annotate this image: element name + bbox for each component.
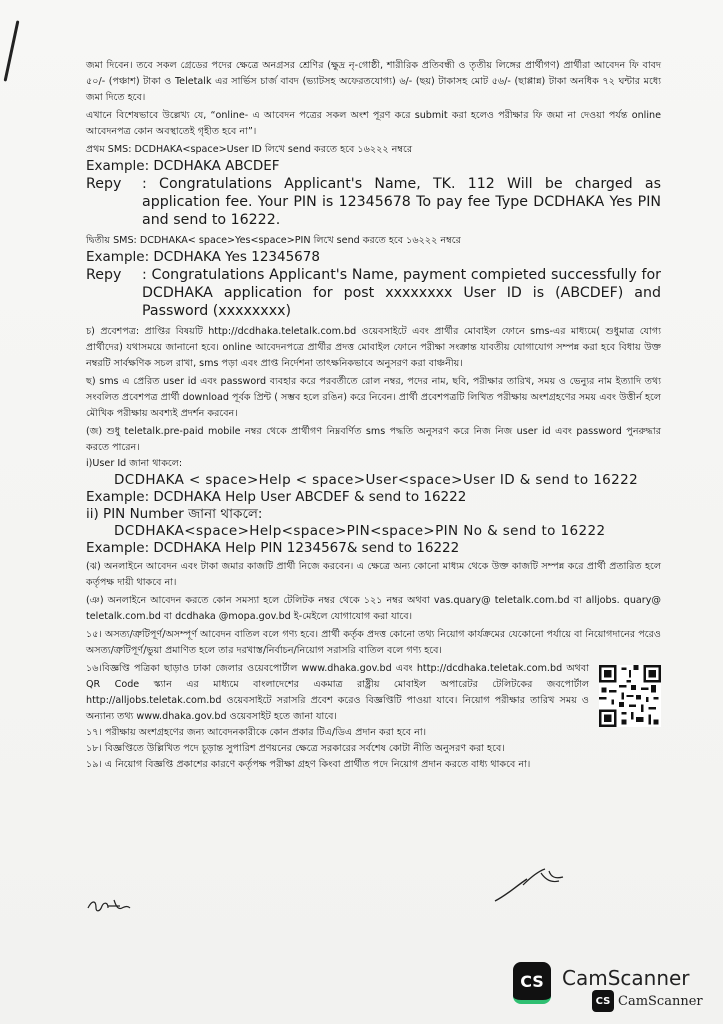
scan-edge-mark: [4, 20, 20, 81]
second-reply-text: : Congratulations Applicant's Name, payment compieted successfully for DCDHAKA application for post xxxxxxxx User ID is (ABCDEF) and Password (xxxxxxxx): [142, 267, 661, 319]
signature-icon: [493, 865, 573, 905]
fee-paragraph: জমা দিবেন। তবে সকল গ্রেডের পদের ক্ষেত্রে অনগ্রসর শ্রেণির (ক্ষুদ্র নৃ-গোষ্ঠী, শারীরিক প্রতিবন্ধী ও তৃতীয় লিঙ্গের প্রার্থীগণ) প্রার্থীরা আবেদন ফি বাবদ ৫০/- (পঞ্চাশ) টাকা ও Teletalk এর সার্ভিস চার্জ বাবদ (ভ্যাটসহ অফেরতযোগ্য) ৬/- (ছয়) টাকাসহ মোট ৫৬/- (ছাপ্পান্ন) টাকা অনধিক ৭২ ঘন্টার মধ্যে জমা দিতে হবে।: [86, 60, 661, 103]
self-apply-paragraph: (ঝ) অনলাইনে আবেদন এবং টাকা জমার কাজটি প্রার্থী নিজে করবেন। এ ক্ষেত্রে অন্য কোনো মাধ্যম থেকে উক্ত কাজটি সম্পন্ন করে প্রার্থী প্রতারিত হলে কর্তৃপক্ষ দায়ী থাকবে না।: [86, 561, 661, 588]
camscanner-small-logo-text: CS: [595, 995, 611, 1007]
qr-code-icon: [599, 665, 661, 727]
first-reply-text: : Congratulations Applicant's Name, TK. 112 Will be charged as application fee. Your PIN is 12345678 To pay fee Type DCDHAKA Yes PIN and send to 16222.: [142, 176, 661, 228]
online-note: এখানে বিশেষভাবে উল্লেখ্য যে, “online- এ আবেদন পত্রের সকল অংশ পূরণ করে submit করা হলেও পরীক্ষার ফি জমা না দেওয়া পর্যন্ত online আবেদনপত্র কোন অবস্থাতেই গৃহীত হবে না”।: [86, 110, 661, 137]
userid-example: Example: DCDHAKA Help User ABCDEF & send to 16222: [86, 489, 467, 505]
rejection-paragraph: ১৫। অসত্য/ত্রুটিপূর্ণ/অসম্পূর্ণ আবেদন বাতিল বলে গণ্য হবে। প্রার্থী কর্তৃক প্রদত্ত কোনো তথ্য নিয়োগ কার্যক্রমের যেকোনো পর্যায়ে বা নিয়োগদানের পরেও অসত্য/ত্রুটিপূর্ণ/ভুয়া প্রমাণিত হলে তার দরখাস্ত/নির্বাচন/নিয়োগ সরাসরি বাতিল বলে গণ্য হবে।: [86, 629, 661, 656]
download-paragraph: ছ) sms এ প্রেরিত user id এবং password ব্যবহার করে পরবর্তীতে রোল নম্বর, পদের নাম, ছবি, পরীক্ষার তারিখ, সময় ও ভেন্যুর নাম ইত্যাদি তথ্য সংবলিত প্রবেশপত্র প্রার্থী download পূর্বক প্রিন্ট ( সম্ভব হলে রঙিন) করে নিবেন। প্রার্থী প্রবেশপত্রটি লিখিত পরীক্ষায় অংশগ্রহণের সময় এবং উত্তীর্ন হলে মৌখিক পরীক্ষায় অবশ্যই প্রদর্শন করবেন।: [86, 376, 661, 419]
ta-da-paragraph: ১৭। পরীক্ষায় অংশগ্রহণের জন্য আবেদনকারীকে কোন প্রকার টিএ/ডিএ প্রদান করা হবে না।: [86, 727, 427, 738]
camscanner-logo-icon: [513, 962, 551, 1004]
camscanner-small-name: CamScanner: [618, 994, 703, 1009]
obligation-paragraph: ১৯। এ নিয়োগ বিজ্ঞপ্তি প্রকাশের কারণে কর্তৃপক্ষ পরীক্ষা গ্রহণ কিংবা প্রার্থীত পদে নিয়োগ প্রদান করতে বাধ্য থাকবে না।: [86, 759, 531, 770]
portal-paragraph: ১৬।বিজ্ঞপ্তি পত্রিকা ছাড়াও ঢাকা জেলার ওয়েবপোর্টাল www.dhaka.gov.bd এবং http://dcdhaka.teletak.com.bd অথবা QR Code স্ক্যান এর মাধ্যমে বাংলাদেশের একমাত্র রাষ্ট্রীয় মোবাইল অপারেটর টেলিটকের জবপোর্টাল http://alljobs.teletak.com.bd ওয়েবসাইটে সরাসরি প্রবেশ করেও বিজ্ঞপ্তিটি পাওয়া যাবে। নিয়োগ পরীক্ষার তারিখ সময় ও অন্যান্য তথ্য www.dhaka.gov.bd ওয়েবসাইট হতে জানা যাবে।: [86, 663, 589, 722]
second-sms-example: Example: DCDHAKA Yes 12345678: [86, 249, 320, 265]
contact-paragraph: (ঞ) অনলাইনে আবেদন করতে কোন সমস্যা হলে টেলিটক নম্বর থেকে ১২১ নম্বর অথবা vas.quary@ teletalk.com.bd বা alljobs. quary@ teletalk.com.bd বা dcdhaka @mopa.gov.bd ই-মেইলে যোগাযোগ করা যাবে।: [86, 595, 661, 622]
pin-example: Example: DCDHAKA Help PIN 1234567& send to 16222: [86, 540, 460, 556]
portal-block: [86, 661, 661, 725]
pin-heading: ii) PIN Number জানা থাকলে:: [86, 506, 263, 522]
pin-command: DCDHAKA<space>Help<space>PIN<space>PIN No & send to 16222: [114, 523, 606, 539]
userid-heading: i)User Id জানা থাকলে:: [86, 458, 183, 469]
second-reply-label: Repy: [86, 267, 122, 283]
first-sms-example: Example: DCDHAKA ABCDEF: [86, 158, 280, 174]
initials-icon: [86, 896, 132, 916]
userid-command: DCDHAKA < space>Help < space>User<space>User ID & send to 16222: [114, 472, 639, 488]
first-sms-instruction: প্রথম SMS: DCDHAKA<space>User ID লিখে send করতে হবে ১৬২২২ নম্বরে: [86, 144, 413, 155]
camscanner-small-logo-icon: [592, 990, 614, 1012]
camscanner-logo-text: CS: [520, 971, 544, 991]
quota-paragraph: ১৮। বিজ্ঞপ্তিতে উল্লিখিত পদে চূড়ান্ত সুপারিশ প্রণয়নের ক্ষেত্রে সরকারের সর্বশেষ কোটা নীতি অনুসরণ করা হবে।: [86, 743, 505, 754]
first-reply: [86, 175, 661, 229]
document-body: [86, 58, 661, 773]
recovery-paragraph: (জ) শুধু teletalk.pre-paid mobile নম্বর থেকে প্রার্থীগণ নিম্নবর্ণিত sms পদ্ধতি অনুসরণ করে নিজ নিজ user id এবং password পুনরুদ্ধার করতে পারেন।: [86, 426, 661, 453]
second-sms-instruction: দ্বিতীয় SMS: DCDHAKA< space>Yes<space>PIN লিখে send করতে হবে ১৬২২২ নম্বরে: [86, 235, 461, 246]
second-reply: [86, 266, 661, 320]
first-reply-label: Repy: [86, 176, 122, 192]
admit-card-paragraph: চ) প্রবেশপত্র: প্রাপ্তির বিষয়টি http://dcdhaka.teletalk.com.bd ওয়েবসাইটে এবং প্রার্থীর মোবাইল ফোনে sms-এর মাধ্যমে( শুধুমাত্র যোগ্য প্রার্থীদের) যথাসময়ে জানানো হবে। online আবেদনপত্রে প্রার্থীর প্রদত্ত মোবাইল ফোনে পরীক্ষা সংক্রান্ত যাবতীয় যোগাযোগ সম্পন্ন করা হবে বিধায় উক্ত নম্বরটি সার্বক্ষণিক সচল রাখা, sms পড়া এবং প্রাপ্ত নির্দেশনা তাৎক্ষনিকভাবে অনুসরণ করা বাঞ্চনীয়।: [86, 326, 661, 369]
camscanner-name: CamScanner: [562, 966, 690, 990]
